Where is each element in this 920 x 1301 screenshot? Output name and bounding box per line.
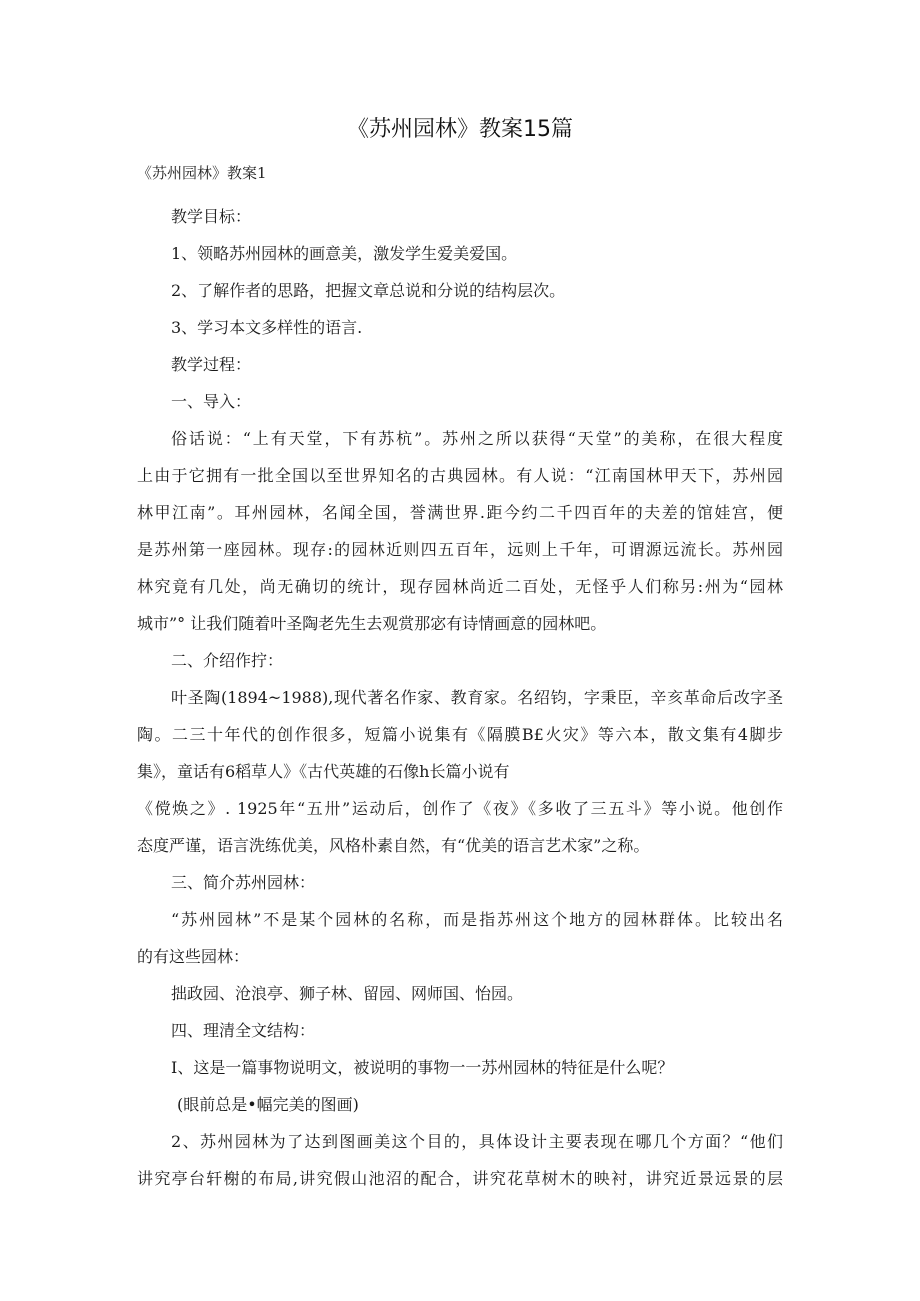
document-title: 《苏州园林》教案15篇 (347, 117, 573, 142)
paragraph-line: 林究竟有几处，尚无确切的统计，现存园林尚近二百处，无怪乎人们称另:州为“园林 (137, 577, 783, 596)
garden-list: 拙政园、沧浪亭、狮子林、留园、网师国、怡园。 (171, 984, 524, 1003)
paragraph-line: 是苏州第一座园林。现存:的园林近则四五百年，远则上千年，可谓源远流长。苏州园 (137, 540, 783, 559)
question-item: I、这是一篇事物说明文，被说明的事物一一苏州园林的特征是什么呢？ (171, 1058, 674, 1077)
answer-item: (眼前总是•幅完美的图画) (177, 1095, 359, 1114)
paragraph-line: “苏州园林”不是某个园林的名称，而是指苏州这个地方的园林群体。比较出名 (171, 910, 783, 929)
section-heading: 《苏州园林》教案1 (137, 164, 267, 182)
heading-process: 教学过程： (171, 355, 252, 374)
paragraph-line: 《傥焕之》. 1925年“五卅”运动后，创作了《夜》《多收了三五斗》等小说。他创作 (137, 799, 783, 818)
paragraph-line: 的有这些园林： (137, 947, 250, 966)
objective-item: 3、学习本文多样性的语言. (171, 318, 363, 337)
document-body (137, 198, 783, 1197)
question-item: 2、苏州园林为了达到图画美这个目的，具体设计主要表现在哪几个方面？“他们 (171, 1132, 783, 1151)
paragraph-line: 城市”° 让我们随着叶圣陶老先生去观赏那宓有诗情画意的园林吧。 (137, 614, 607, 633)
section-heading-gardens: 三、简介苏州园林： (171, 873, 316, 892)
paragraph-line: 态度严谨，语言洗练优美，风格朴素自然，有“优美的语言艺术家”之称。 (137, 836, 650, 855)
paragraph-line: 讲究亭台轩榭的布局,讲究假山池沼的配合，讲究花草树木的映衬，讲究近景远景的层 (137, 1169, 783, 1188)
section-heading-intro: 一、导入： (171, 392, 252, 411)
paragraph-line: 叶圣陶(1894~1988),现代著名作家、教育家。名绍钧，字秉臣，辛亥革命后改字圣 (171, 688, 783, 707)
objective-item: 1、领略苏州园林的画意美，激发学生爱美爱国。 (171, 244, 518, 263)
section-heading-author: 二、介绍作拧： (171, 651, 284, 670)
objective-item: 2、了解作者的思路，把握文章总说和分说的结构层次。 (171, 281, 566, 300)
paragraph-line: 上由于它拥有一批全国以至世界知名的古典园林。有人说：“江南国林甲天下，苏州园 (137, 466, 783, 485)
heading-objectives: 教学目标： (171, 207, 252, 226)
paragraph-line: 俗话说：“上有天堂，下有苏杭”。苏州之所以获得“天堂”的美称，在很大程度 (171, 429, 783, 448)
section-heading-structure: 四、理清全文结构： (171, 1021, 316, 1040)
paragraph-line: 林甲江南”。耳州园林，名闻全国，誉满世界.距今约二千四百年的夫差的馆娃宫，便 (137, 503, 783, 522)
paragraph-line: 陶。二三十年代的创作很多，短篇小说集有《隔膜B£火灾》等六本，散文集有4脚步 (137, 725, 783, 744)
paragraph-line: 集》，童话有6稻草人》《古代英雄的石像h长篇小说有 (137, 762, 510, 781)
